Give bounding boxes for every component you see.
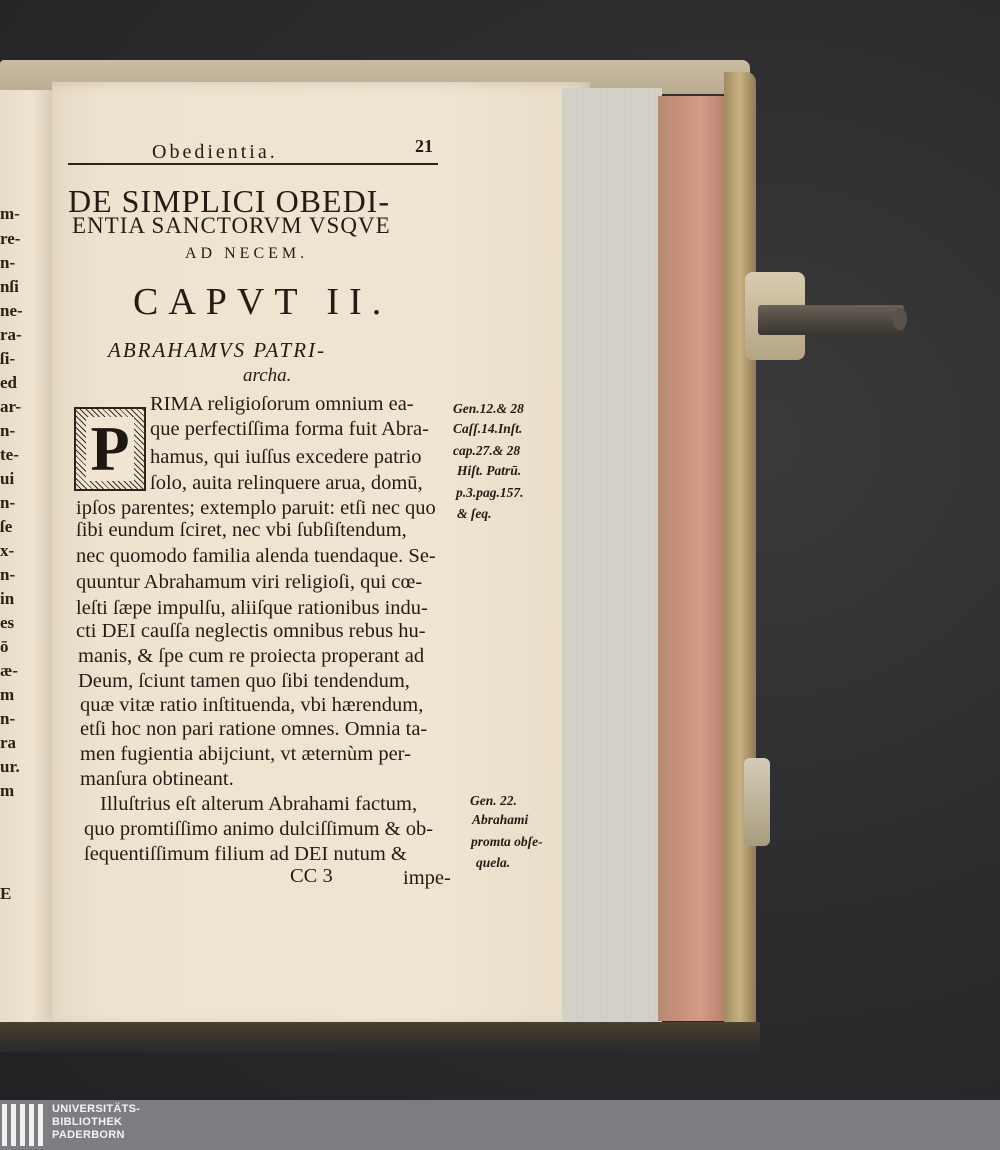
left-page-fragment: te-	[0, 445, 19, 464]
left-page-fragment: ne-	[0, 301, 23, 320]
margin-note: Abrahami	[472, 812, 529, 827]
section-heading: ABRAHAMVS PATRI-	[108, 338, 327, 362]
signature-mark: CC 3	[290, 865, 333, 887]
margin-note: p.3.pag.157.	[456, 485, 524, 500]
left-page-fragment: n-	[0, 709, 16, 728]
section-heading-cont: archa.	[243, 365, 292, 386]
book-bottom-shadow	[0, 1022, 760, 1052]
margin-note: & ſeq.	[457, 506, 492, 521]
left-page-fragment: x-	[0, 541, 15, 560]
margin-note: Gen.12.& 28	[453, 401, 524, 416]
left-page-fragment: ui	[0, 469, 15, 488]
left-page-fragment: ō	[0, 637, 9, 656]
left-page-fragment: es	[0, 613, 15, 632]
left-page-fragment: ſi-	[0, 349, 16, 368]
running-title: Obedientia.	[152, 141, 278, 163]
lower-clasp-remnant	[744, 758, 770, 846]
library-logo-icon	[2, 1104, 46, 1146]
left-page-fragment: m	[0, 781, 15, 800]
title-line-2: ENTIA SANCTORVM VSQVE	[72, 213, 391, 238]
clasp-pin	[893, 308, 907, 330]
left-page-fragment: ſe	[0, 517, 13, 536]
body-line: cti DEI cauſſa neglectis omnibus rebus hu-	[76, 620, 426, 642]
left-page-fragment: re-	[0, 229, 21, 248]
body-line: Deum, ſciunt tamen quo ſibi tendendum,	[78, 670, 410, 692]
left-page-fragment: ra	[0, 733, 17, 752]
margin-note: Caſſ.14.Inſt.	[453, 421, 523, 436]
body-line: manis, & ſpe cum re proiecta properant ad	[78, 645, 425, 667]
body-line: ſequentiſſimum filium ad DEI nutum &	[84, 843, 407, 865]
margin-note: quela.	[476, 855, 511, 870]
body-line: etſi hoc non pari ratione omnes. Omnia ta-	[80, 718, 428, 740]
title-line-1: DE SIMPLICI OBEDI-	[68, 183, 390, 219]
body-line: que perfectiſſima forma fuit Abra-	[150, 418, 429, 440]
left-page-fragment: ar-	[0, 397, 22, 416]
margin-note: cap.27.& 28	[453, 443, 521, 458]
left-page-fragment: ed	[0, 373, 17, 392]
chapter-heading: CAPVT II.	[133, 281, 392, 323]
left-page-fragment: E	[0, 884, 12, 903]
margin-note: promta obſe-	[471, 834, 543, 849]
metal-clasp	[758, 305, 904, 335]
left-page-fragment: n-	[0, 565, 16, 584]
body-line: quo promtiſſimo animo dulciſſimum & ob-	[84, 818, 434, 840]
body-line: hamus, qui iuſſus excedere patrio	[150, 446, 422, 468]
library-logo-line-2: BIBLIOTHEK	[52, 1116, 123, 1128]
library-logo-line-1: UNIVERSITÄTS-	[52, 1103, 141, 1115]
page-number: 21	[415, 136, 433, 156]
left-page-fragment: æ-	[0, 661, 18, 680]
left-page-fragment: n-	[0, 421, 16, 440]
body-line: Illuſtrius eſt alterum Abrahami factum,	[100, 793, 418, 815]
left-page	[0, 90, 54, 1025]
body-line: ſolo, auita relinquere arua, domū,	[150, 472, 423, 494]
left-page-fragment: in	[0, 589, 15, 608]
page-edges	[562, 88, 662, 1028]
book-cover-edge	[724, 72, 756, 1037]
margin-note: Hiſt. Patrū.	[457, 463, 522, 478]
left-page-fragment: nſi	[0, 277, 19, 296]
left-page-fragment: ur.	[0, 757, 20, 776]
body-line: ipſos parentes; extemplo paruit: etſi nec quo	[76, 497, 436, 519]
body-line: quuntur Abrahamum viri religioſi, qui cœ-	[76, 571, 423, 593]
decorated-initial: P	[74, 407, 146, 491]
body-line: men fugientia abijciunt, vt æternùm per-	[80, 743, 411, 765]
left-page-fragment: n-	[0, 493, 16, 512]
body-line: nec quomodo familia alenda tuendaque. Se-	[76, 545, 436, 567]
body-line: RIMA religioſorum omnium ea-	[150, 393, 414, 415]
left-page-fragment: m	[0, 685, 15, 704]
left-page-fragment: n-	[0, 253, 16, 272]
title-line-3: AD NECEM.	[185, 245, 309, 262]
red-page-edge	[658, 96, 728, 1021]
footer-bar	[0, 1100, 1000, 1150]
header-rule	[68, 163, 438, 165]
body-line: ſibi eundum ſciret, nec vbi ſubſiſtendum,	[76, 519, 407, 541]
body-line: manſura obtineant.	[80, 768, 234, 790]
library-logo-line-3: PADERBORN	[52, 1129, 125, 1141]
margin-note: Gen. 22.	[470, 793, 517, 808]
body-line: leſti ſæpe impulſu, aliiſque rationibus indu-	[76, 597, 428, 619]
left-page-fragment: ra-	[0, 325, 22, 344]
catchword: impe-	[403, 867, 451, 889]
left-page-fragment: m-	[0, 204, 20, 223]
body-line: quæ vitæ ratio inſtituenda, vbi hærendum,	[80, 694, 424, 716]
